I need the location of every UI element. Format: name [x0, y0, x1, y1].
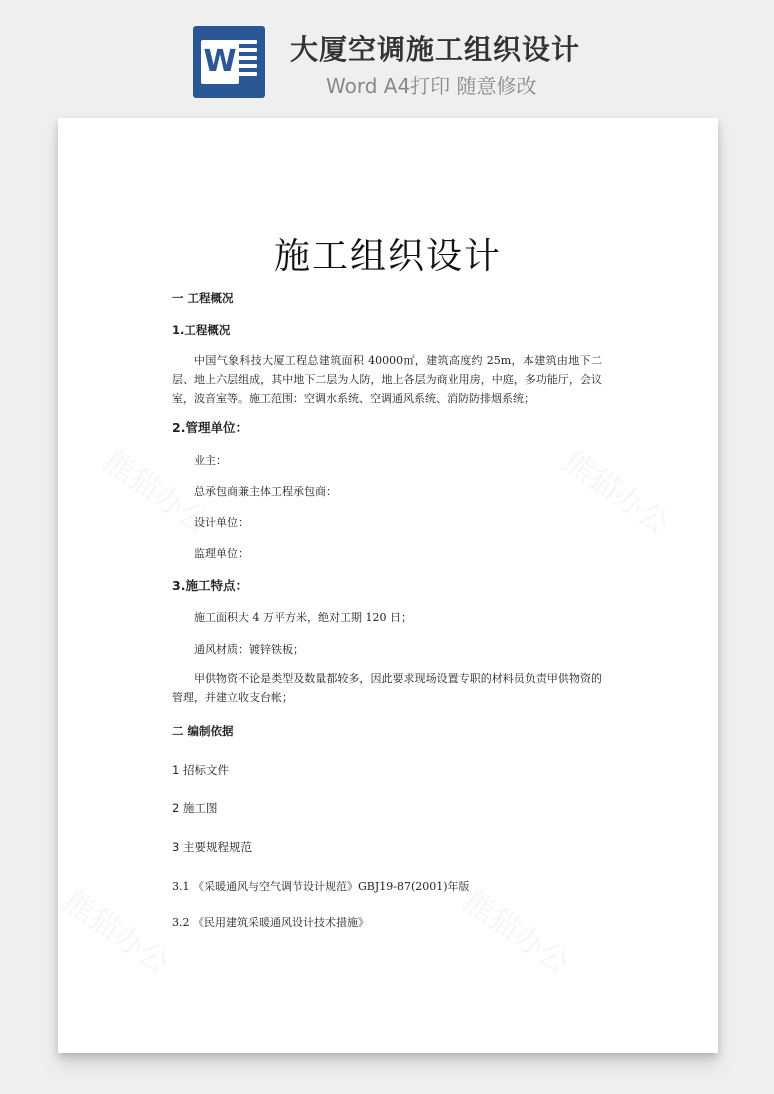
- supervisor-line: 监理单位：: [194, 547, 249, 560]
- feature1-line: 施工面积大 4 万平方米，绝对工期 120 日；: [194, 611, 412, 624]
- logo-letter: W: [203, 44, 237, 79]
- section1-heading: 一 工程概况: [172, 291, 234, 305]
- basis3-2-line: 3.2 《民用建筑采暖通风设计技术措施》: [172, 916, 369, 929]
- sub1-heading: 1.工程概况: [172, 323, 231, 337]
- document-title: 施工组织设计: [273, 236, 502, 277]
- basis2-line: 2 施工图: [172, 801, 218, 815]
- owner-line: 业主：: [194, 454, 227, 467]
- feature3-paragraph: 甲供物资不论是类型及数量都较多，因此要求现场设置专职的材料员负责甲供物资的管理，并建立收支台帐；: [172, 672, 602, 704]
- watermark: [456, 878, 580, 983]
- banner-title: 大厦空调施工组织设计: [290, 33, 581, 66]
- designer-line: 设计单位：: [194, 516, 249, 529]
- sub2-heading: 2.管理单位：: [172, 420, 248, 435]
- word-doc-icon: [193, 26, 265, 98]
- feature2-line: 通风材质：镀锌铁板；: [194, 643, 304, 656]
- banner: [0, 0, 774, 118]
- section2-heading: 二 编制依据: [172, 724, 234, 738]
- basis3-line: 3 主要规程规范: [172, 840, 252, 854]
- sub3-heading: 3.施工特点：: [172, 578, 248, 593]
- document-page: [58, 118, 718, 1053]
- banner-subtitle: Word A4打印 随意修改: [326, 74, 537, 98]
- basis1-line: 1 招标文件: [172, 763, 229, 777]
- contractor-line: 总承包商兼主体工程承包商：: [194, 485, 337, 498]
- basis3-1-line: 3.1 《采暖通风与空气调节设计规范》GBJ19-87(2001)年版: [172, 880, 470, 893]
- overview-paragraph: 中国气象科技大厦工程总建筑面积 40000㎡，建筑高度约 25m，本建筑由地下二层、地上六层组成，其中地下二层为人防，地上各层为商业用房，中庭，多功能厅，会议室，波音室等。施工范围：空调水系统、空调通风系统、消防防排烟系统；: [172, 354, 602, 405]
- watermark: [56, 878, 180, 983]
- watermark: [556, 438, 680, 543]
